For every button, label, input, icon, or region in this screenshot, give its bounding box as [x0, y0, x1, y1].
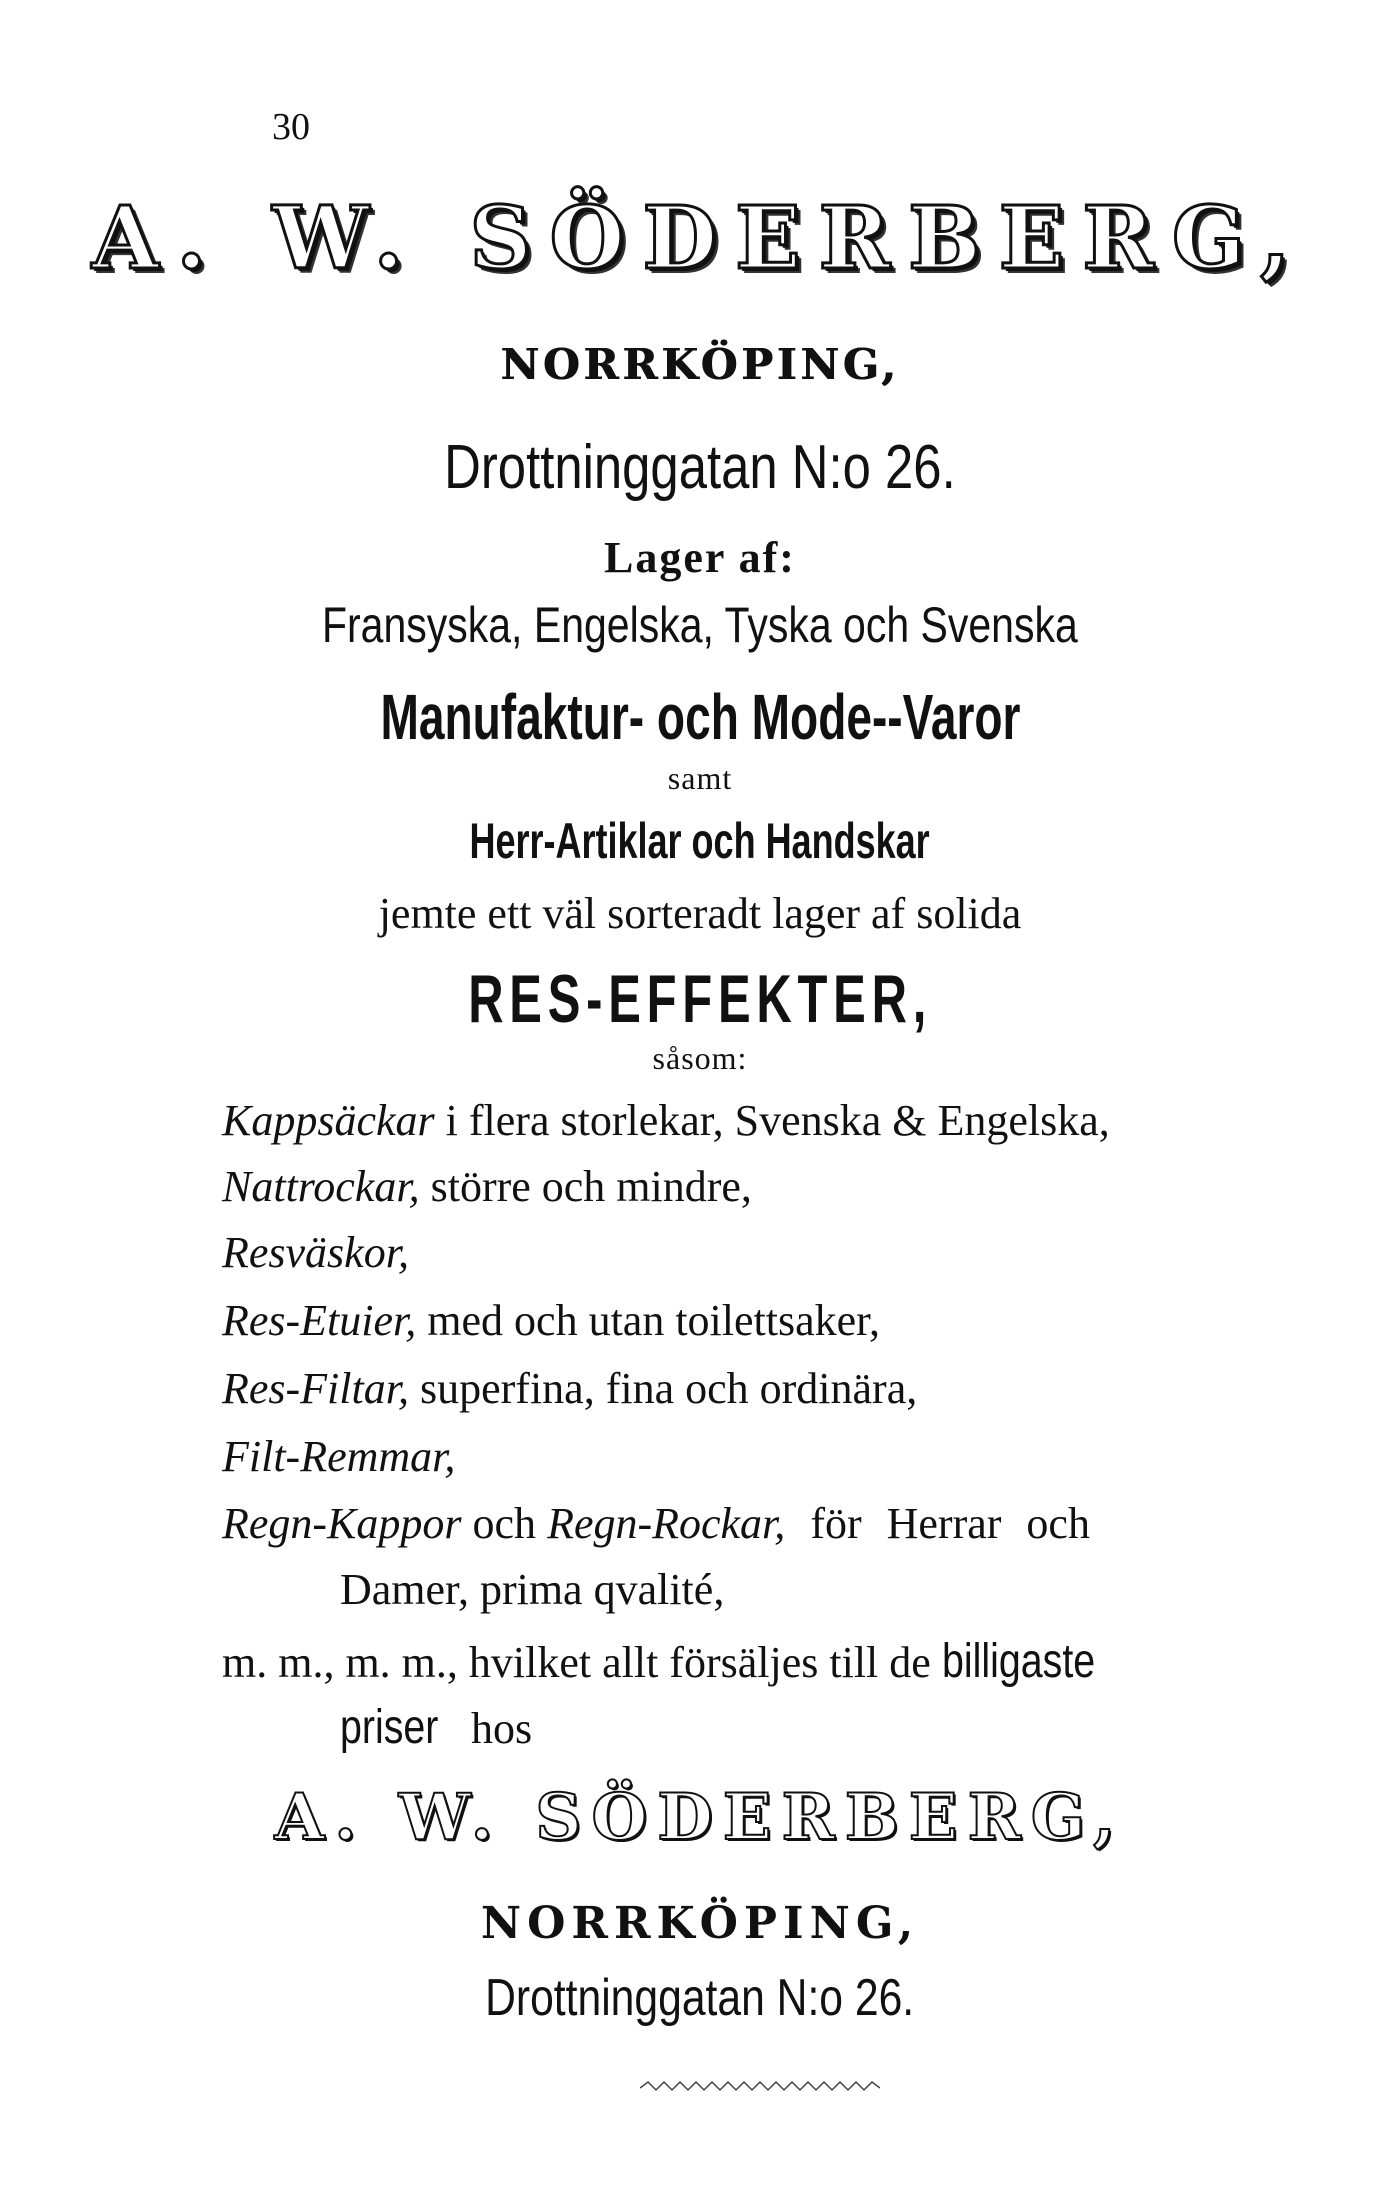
closing-billigaste: billigaste [941, 1635, 1095, 1688]
regn-term-2: Regn-Rockar, [547, 1499, 786, 1548]
footer-firm-name-wrap [0, 1780, 1400, 1855]
regn-line [222, 1498, 1090, 1549]
item-text: med och utan toilettsaker, [416, 1296, 881, 1345]
closing-start: m. m., m. m., hvilket allt försäljes till de [222, 1638, 931, 1687]
sasom: såsom: [652, 1040, 748, 1076]
page-number: 30 [272, 106, 310, 148]
item-term: Res-Etuier, [222, 1296, 417, 1345]
item-text: i flera storlekar, Svenska & Engelska, [434, 1096, 1110, 1145]
footer-address-wrap [0, 1968, 1400, 2028]
category-main-wrap [0, 680, 1400, 754]
footer-city: NORRKÖPING, [480, 1898, 920, 1949]
item-term: Filt-Remmar, [222, 1432, 456, 1481]
regn-och: och [461, 1499, 548, 1548]
item-text: superfina, fina och ordinära, [408, 1364, 918, 1413]
item-term: Nattrockar, [222, 1162, 420, 1211]
header-city-wrap [0, 340, 1400, 389]
item-term: Resväskor, [222, 1228, 409, 1277]
item-term: Res-Filtar, [222, 1364, 409, 1413]
closing-priser: priser [340, 1701, 439, 1754]
list-item [222, 1363, 917, 1414]
origins-line: Fransyska, Engelska, Tyska och Svenska [322, 597, 1078, 653]
footer-city-wrap [0, 1898, 1400, 1949]
regn-term-1: Regn-Kappor [222, 1499, 462, 1548]
item-term: Kappsäckar [222, 1096, 435, 1145]
category-main: Manufaktur- och Mode--Varor [379, 681, 1021, 753]
category-second-wrap [0, 812, 1400, 870]
regn-rest: för Herrar och [785, 1499, 1090, 1548]
decorative-rule [640, 2080, 880, 2094]
header-firm-name: A. W. SÖDERBERG, [91, 188, 1309, 289]
header-address: Drottninggatan N:o 26. [444, 433, 956, 502]
origins-wrap [0, 596, 1400, 654]
footer-firm-name: A. W. SÖDERBERG, [274, 1780, 1126, 1855]
closing-line-1 [222, 1634, 1129, 1689]
list-item [222, 1227, 409, 1278]
res-effekter-wrap [0, 960, 1400, 1038]
header-address-wrap [0, 432, 1400, 503]
category-second: Herr-Artiklar och Handskar [469, 813, 931, 869]
list-item [222, 1431, 455, 1482]
jemte-line: jemte ett väl sorteradt lager af solida [378, 889, 1022, 938]
list-item [222, 1295, 880, 1346]
res-effekter: RES-EFFEKTER, [468, 961, 932, 1037]
item-text: större och mindre, [419, 1162, 752, 1211]
samt: samt [667, 760, 733, 796]
header-firm-name-wrap [0, 188, 1400, 289]
closing-line-2 [340, 1700, 532, 1755]
closing-hos: hos [460, 1704, 533, 1753]
lager-af: Lager af: [604, 533, 796, 582]
header-city: NORRKÖPING, [500, 340, 900, 389]
footer-address: Drottninggatan N:o 26. [485, 1969, 915, 2027]
regn-line-2: Damer, prima qvalité, [340, 1565, 725, 1614]
list-item [222, 1095, 1110, 1146]
list-item [222, 1161, 752, 1212]
